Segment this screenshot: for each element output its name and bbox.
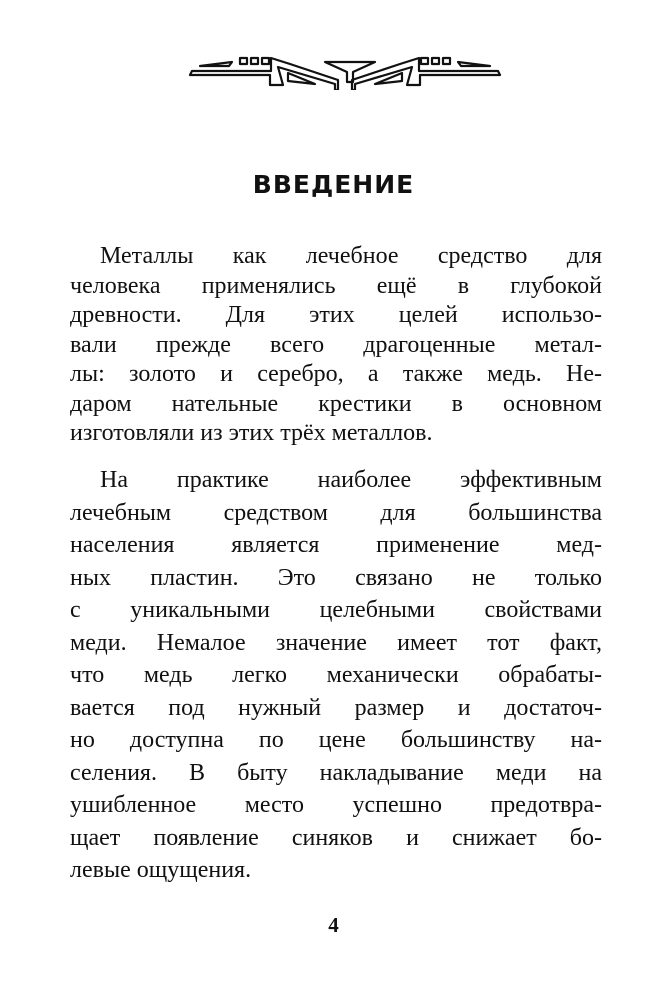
text-line: с уникальными целебными свойствами [70,597,602,623]
text-line: ушибленное место успешно предотвра- [70,792,602,818]
text-line: населения является применение мед- [70,532,602,558]
text-line: лечебным средством для большинства [70,499,602,526]
text-line: щает появление синяков и снижает бо- [70,824,602,851]
paragraph-2 [70,464,602,887]
text-line: что медь легко механически обрабаты- [70,662,602,688]
text-line: меди. Немалое значение имеет тот факт, [70,629,602,656]
text-line: Металлы как лечебное средство для [100,243,602,269]
text-line: вается под нужный размер и достаточ- [70,694,602,721]
page-number: 4 [328,913,339,937]
text-line: изготовляли из этих трёх металлов. [70,420,433,446]
paragraph-1 [70,242,602,449]
text-line: лы: золото и серебро, а также медь. Не- [70,361,602,387]
text-line: На практике наиболее эффективным [100,467,602,493]
decorative-ornament-icon [185,50,505,90]
text-line: но доступна по цене большинству на- [70,727,602,753]
text-line: даром нательные крестики в основном [70,390,602,417]
text-line: древности. Для этих целей использо- [70,302,602,328]
text-line: человека применялись ещё в глубокой [70,272,602,299]
text-line: ных пластин. Это связано не только [70,564,602,591]
text-line: левые ощущения. [70,857,252,883]
text-line: вали прежде всего драгоценные метал- [70,331,602,358]
text-line: селения. В быту накладывание меди на [70,759,602,786]
chapter-heading: ВВЕДЕНИЕ [252,170,415,199]
